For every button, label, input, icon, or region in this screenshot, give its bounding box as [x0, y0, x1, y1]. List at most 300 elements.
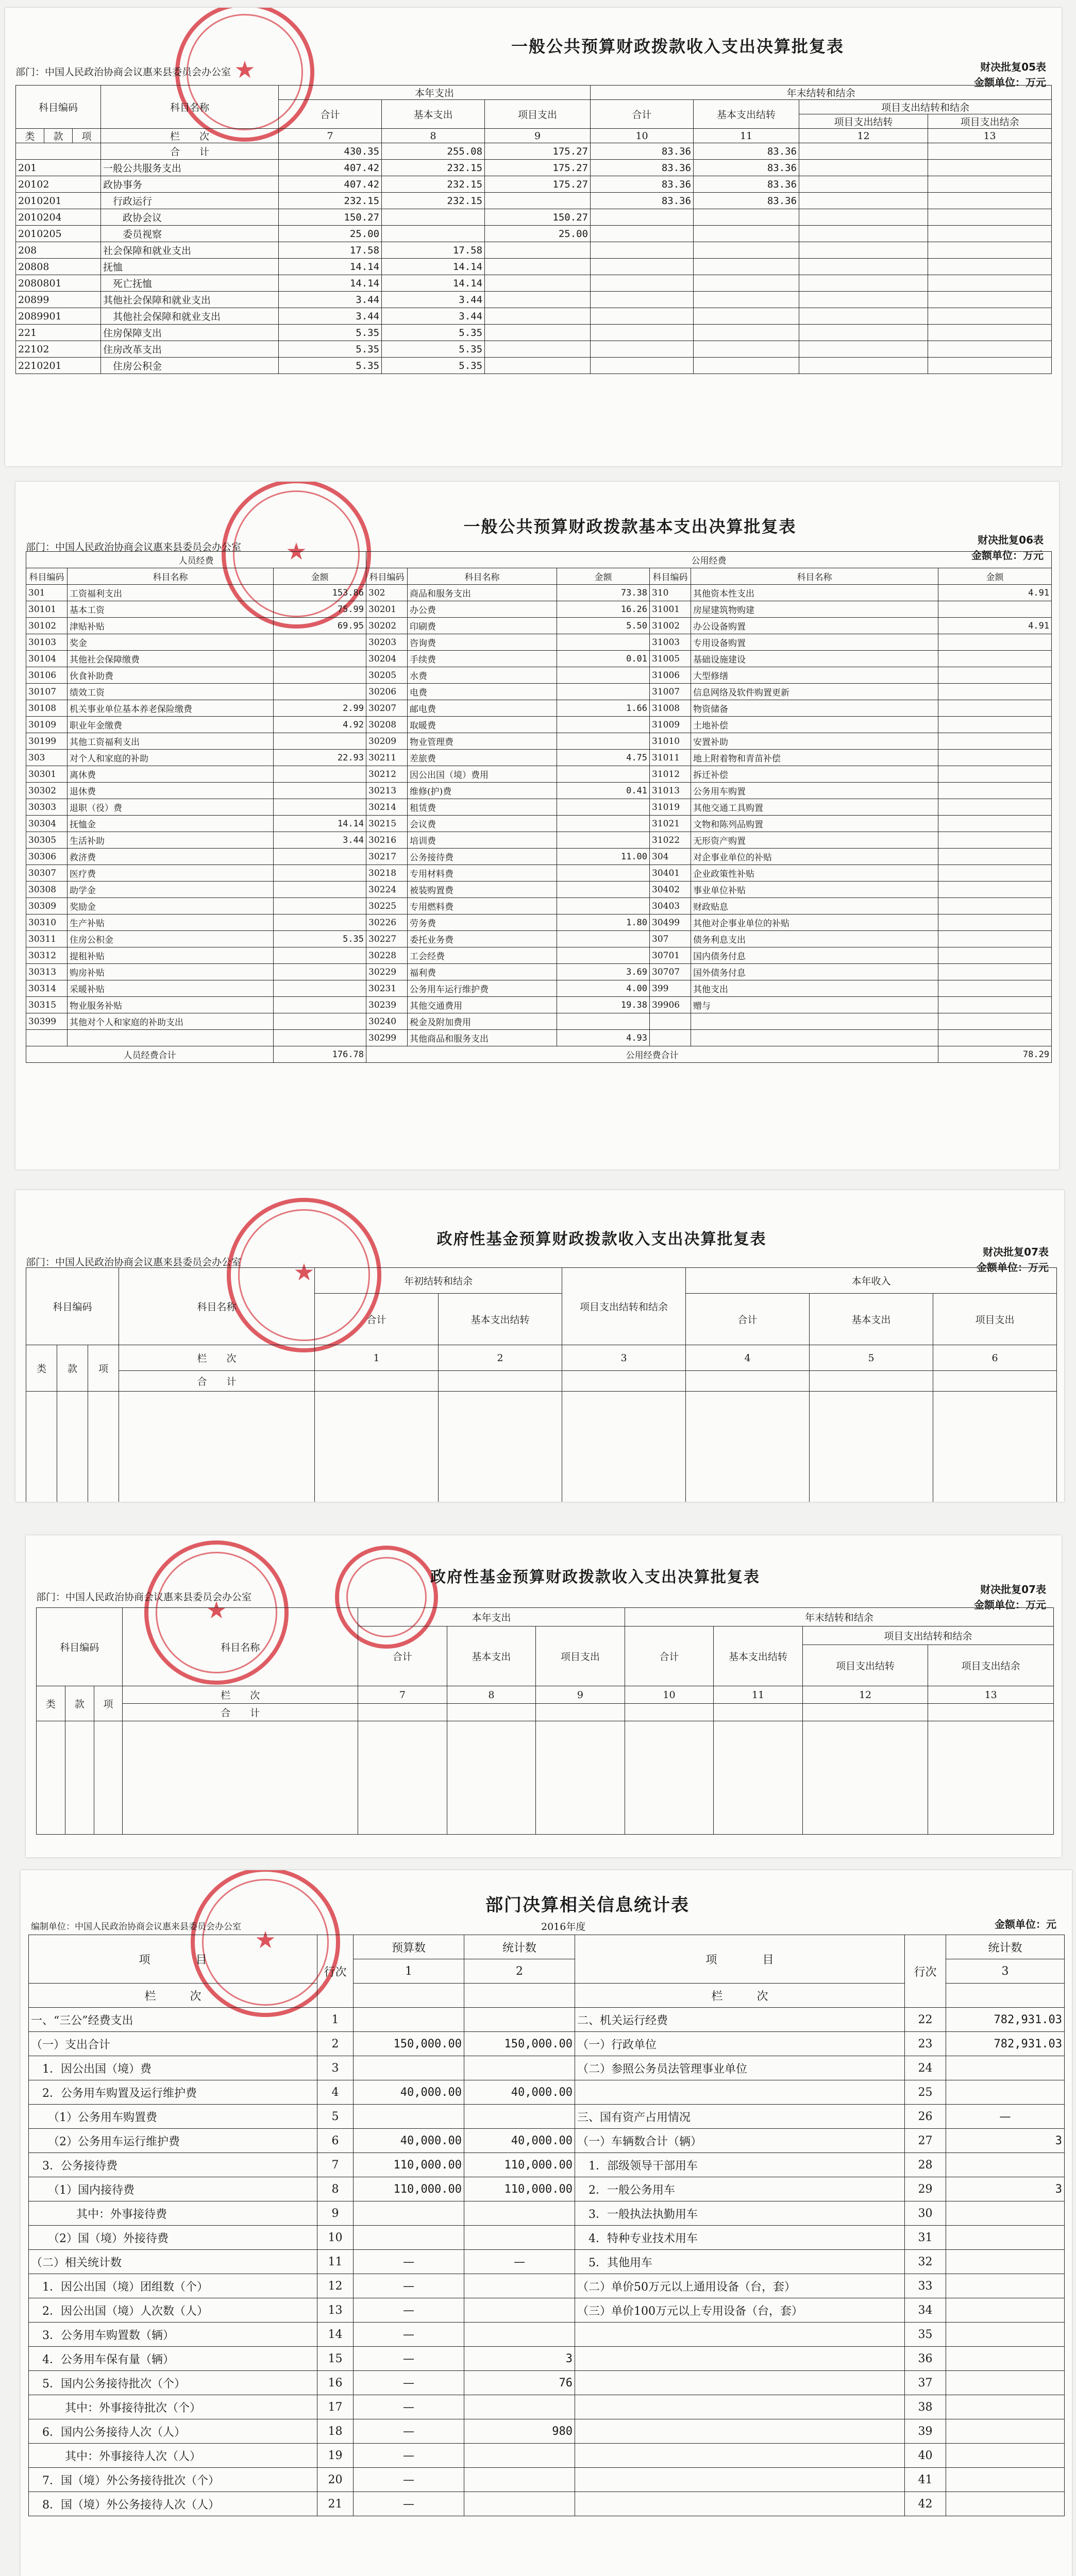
row-amount [938, 799, 1052, 816]
table-row [26, 684, 1052, 700]
left-budget [354, 2056, 464, 2080]
header-total-2: 合计 [591, 100, 694, 129]
left-budget [354, 2201, 464, 2226]
left-line: 11 [317, 2250, 354, 2274]
row-value [694, 209, 799, 226]
row-code: 31011 [650, 750, 691, 766]
row-code: 2210201 [16, 358, 101, 374]
row-name: 物资储备 [691, 700, 938, 717]
row-name: 公务用车运行维护费 [408, 980, 557, 997]
row-name: 债务利息支出 [691, 931, 938, 947]
row-value [694, 292, 799, 308]
row-value: 3.44 [382, 308, 485, 325]
table-row [26, 585, 1052, 601]
row-amount [557, 684, 650, 700]
row-name: 津贴补贴 [68, 618, 274, 634]
row-name: 其他支出 [691, 980, 938, 997]
row-code: 31021 [650, 816, 691, 832]
table-row [29, 2250, 1065, 2274]
row-name: 因公出国（境）费用 [408, 766, 557, 783]
left-item: 2．因公出国（境）人次数（人） [29, 2298, 317, 2323]
row-amount: 4.93 [557, 1030, 650, 1046]
header-current-income: 本年收入 [686, 1268, 1057, 1294]
left-line: 5 [317, 2105, 354, 2129]
row-amount [274, 849, 366, 865]
sheet-title: 一般公共预算财政拨款基本支出决算批复表 [463, 517, 797, 536]
form-code: 财决批复05表 [980, 61, 1046, 73]
row-name: 其他对个人和家庭的补助支出 [68, 1013, 274, 1030]
row-value: 232.15 [382, 160, 485, 176]
row-amount [274, 1013, 366, 1030]
row-name: 其他社会保障和就业支出 [101, 308, 279, 325]
row-name: 赠与 [691, 997, 938, 1013]
row-name: 土地补偿 [691, 717, 938, 733]
left-stat [464, 2274, 575, 2298]
left-item: 其中：外事接待费 [29, 2201, 317, 2226]
row-code: 30308 [26, 882, 68, 898]
public-total-value: 78.29 [938, 1046, 1052, 1063]
header-public: 公用经费 [366, 552, 1052, 568]
row-value: 255.08 [382, 143, 485, 160]
row-value [591, 242, 694, 259]
row-amount [938, 980, 1052, 997]
row-value [382, 226, 485, 242]
row-name: 企业政策性补贴 [691, 865, 938, 882]
left-stat: 110,000.00 [464, 2177, 575, 2201]
row-code: 2010204 [16, 209, 101, 226]
row-value: 83.36 [591, 193, 694, 209]
left-budget: 150,000.00 [354, 2032, 464, 2056]
row-code: 30206 [366, 684, 408, 700]
header-line-right: 行次 [905, 1935, 946, 2008]
row-code: 31013 [650, 783, 691, 799]
row-code: 30215 [366, 816, 408, 832]
row-code: 30209 [366, 733, 408, 750]
left-item: 3．公务接待费 [29, 2153, 317, 2177]
right-line: 42 [905, 2492, 946, 2516]
right-line: 29 [905, 2177, 946, 2201]
right-item: 三、国有资产占用情况 [575, 2105, 905, 2129]
row-name: 税金及附加费用 [408, 1013, 557, 1030]
row-code: 208 [16, 242, 101, 259]
row-value [694, 325, 799, 341]
left-item: 7．国（境）外公务接待批次（个） [29, 2468, 317, 2492]
row-name: 伙食补助费 [68, 667, 274, 684]
row-code: 31010 [650, 733, 691, 750]
row-code: 31002 [650, 618, 691, 634]
right-stat [946, 2080, 1065, 2105]
fund-expense-table: 科目编码 科目名称 本年支出 年末结转和结余 合计 基本支出 项目支出 合计 基本支出结转 项目支出结转和结余 项目支出结转 项目支出结余 类 款 项 栏 次 7 8 9 10 11 12 13 合 计 [36, 1607, 1054, 1835]
row-value: 232.15 [382, 176, 485, 193]
left-budget: 40,000.00 [354, 2129, 464, 2153]
row-amount [938, 684, 1052, 700]
row-name: 其他工资福利支出 [68, 733, 274, 750]
row-code: 30218 [366, 865, 408, 882]
row-amount [274, 733, 366, 750]
row-value [799, 242, 928, 259]
row-code: 30304 [26, 816, 68, 832]
row-amount: 3.44 [274, 832, 366, 849]
row-name: 水费 [408, 667, 557, 684]
row-amount: 4.91 [938, 618, 1052, 634]
row-code: 30202 [366, 618, 408, 634]
left-item: 5．国内公务接待批次（个） [29, 2371, 317, 2395]
table-row [29, 2274, 1065, 2298]
row-value [799, 176, 928, 193]
sheet-title: 部门决算相关信息统计表 [485, 1895, 690, 1916]
row-amount [938, 997, 1052, 1013]
right-line: 23 [905, 2032, 946, 2056]
amount-unit: 金额单位：万元 [977, 1261, 1049, 1274]
right-item [575, 2492, 905, 2516]
amount-unit: 金额单位：万元 [971, 549, 1044, 562]
row-value: 232.15 [279, 193, 382, 209]
row-code: 30228 [366, 947, 408, 964]
row-value [928, 292, 1052, 308]
row-code: 31012 [650, 766, 691, 783]
row-value: 17.58 [382, 242, 485, 259]
row-code: 30499 [650, 914, 691, 931]
header-year-end-balance: 年末结转和结余 [591, 86, 1052, 100]
row-amount [274, 865, 366, 882]
row-amount [938, 783, 1052, 799]
right-stat [946, 2250, 1065, 2274]
sheet-title: 政府性基金预算财政拨款收入支出决算批复表 [430, 1568, 760, 1586]
row-name: 委员视察 [101, 226, 279, 242]
row-name: 离休费 [68, 766, 274, 783]
row-code: 30107 [26, 684, 68, 700]
header-project-balance: 项目支出结转和结余 [562, 1268, 686, 1345]
row-name: 职业年金缴费 [68, 717, 274, 733]
table-row [16, 308, 1052, 325]
table-row [26, 964, 1052, 980]
right-stat [946, 2298, 1065, 2323]
left-line: 21 [317, 2492, 354, 2516]
table-row [26, 667, 1052, 684]
header-stat-right: 统计数 [946, 1935, 1065, 1959]
header-basic-carryover: 基本支出结转 [694, 100, 799, 129]
right-line: 24 [905, 2056, 946, 2080]
row-name: 专用材料费 [408, 865, 557, 882]
department-label: 部门：中国人民政治协商会议惠来县委员会办公室 [26, 1257, 242, 1268]
right-item: （二）参照公务员法管理事业单位 [575, 2056, 905, 2080]
amount-unit: 金额单位：万元 [974, 1599, 1046, 1611]
row-value [928, 259, 1052, 275]
left-stat: 150,000.00 [464, 2032, 575, 2056]
row-code: 30213 [366, 783, 408, 799]
header-item-left: 项 目 [29, 1935, 317, 1984]
row-amount [274, 997, 366, 1013]
row-amount [938, 898, 1052, 914]
row-amount [938, 849, 1052, 865]
row-value: 14.14 [279, 275, 382, 292]
table-row [29, 2419, 1065, 2444]
row-name: 办公费 [408, 601, 557, 618]
row-code: 31006 [650, 667, 691, 684]
right-item: 3．一般执法执勤用车 [575, 2201, 905, 2226]
left-stat [464, 2201, 575, 2226]
table-row [26, 816, 1052, 832]
row-name: 公务接待费 [408, 849, 557, 865]
row-amount [938, 601, 1052, 618]
right-line: 39 [905, 2419, 946, 2444]
row-name: 无形资产购置 [691, 832, 938, 849]
row-name: 抚恤 [101, 259, 279, 275]
row-name: 采暖补贴 [68, 980, 274, 997]
row-code: 30199 [26, 733, 68, 750]
row-amount [938, 1013, 1052, 1030]
row-code: 30310 [26, 914, 68, 931]
row-name: 其他商品和服务支出 [408, 1030, 557, 1046]
table-row [26, 980, 1052, 997]
row-code: 30227 [366, 931, 408, 947]
row-value [694, 226, 799, 242]
row-value: 232.15 [382, 193, 485, 209]
row-name: 助学金 [68, 882, 274, 898]
row-amount [938, 914, 1052, 931]
left-line: 19 [317, 2444, 354, 2468]
row-name: 绩效工资 [68, 684, 274, 700]
row-value: 25.00 [485, 226, 591, 242]
left-item: 8．国（境）外公务接待人次（人） [29, 2492, 317, 2516]
header-project-balance: 项目支出结转和结余 [799, 100, 1052, 114]
right-item: （三）单价100万元以上专用设备（台，套） [575, 2298, 905, 2323]
row-amount: 4.75 [557, 750, 650, 766]
table-row [26, 914, 1052, 931]
row-code: 30231 [366, 980, 408, 997]
left-item: 一、“三公”经费支出 [29, 2008, 317, 2032]
right-item: 5．其他用车 [575, 2250, 905, 2274]
right-item [575, 2419, 905, 2444]
right-item: 2．一般公务用车 [575, 2177, 905, 2201]
left-item: 3．公务用车购置数（辆） [29, 2323, 317, 2347]
left-stat [464, 2056, 575, 2080]
right-item [575, 2444, 905, 2468]
right-line: 40 [905, 2444, 946, 2468]
left-stat [464, 2468, 575, 2492]
table-row [29, 2395, 1065, 2419]
left-item: （2）公务用车运行维护费 [29, 2129, 317, 2153]
left-line: 2 [317, 2032, 354, 2056]
official-seal-stamp: ★ [191, 1870, 340, 2017]
table-row [16, 275, 1052, 292]
row-amount [557, 931, 650, 947]
row-amount: 1.66 [557, 700, 650, 717]
row-code: 30707 [650, 964, 691, 980]
row-name: 奖金 [68, 634, 274, 651]
row-value: 430.35 [279, 143, 382, 160]
row-name: 专用设备购置 [691, 634, 938, 651]
right-stat [946, 2226, 1065, 2250]
row-amount: 14.14 [274, 816, 366, 832]
table-row [29, 2056, 1065, 2080]
row-name: 房屋建筑物购建 [691, 601, 938, 618]
row-value [928, 160, 1052, 176]
table-row [29, 2129, 1065, 2153]
table-row [26, 651, 1052, 667]
row-amount [274, 980, 366, 997]
row-amount [557, 898, 650, 914]
row-value [799, 292, 928, 308]
right-line: 22 [905, 2008, 946, 2032]
left-budget: 40,000.00 [354, 2080, 464, 2105]
row-code: 30229 [366, 964, 408, 980]
header-xiang: 项 [73, 129, 101, 143]
table-row [29, 2323, 1065, 2347]
left-budget [354, 2226, 464, 2250]
row-name: 咨询费 [408, 634, 557, 651]
table-row [29, 2444, 1065, 2468]
right-stat [946, 2323, 1065, 2347]
row-name: 地上附着物和青苗补偿 [691, 750, 938, 766]
left-line: 6 [317, 2129, 354, 2153]
left-stat: — [464, 2250, 575, 2274]
right-stat [946, 2444, 1065, 2468]
left-budget: — [354, 2468, 464, 2492]
right-line: 26 [905, 2105, 946, 2129]
row-value [485, 275, 591, 292]
row-code: 20808 [16, 259, 101, 275]
row-value: 14.14 [382, 259, 485, 275]
row-value [485, 242, 591, 259]
row-name: 公务用车购置 [691, 783, 938, 799]
row-value: 83.36 [694, 176, 799, 193]
table-row [26, 898, 1052, 914]
right-line: 36 [905, 2347, 946, 2371]
form-code: 财决批复06表 [978, 534, 1044, 546]
row-code [16, 143, 101, 160]
right-stat: 782,931.03 [946, 2008, 1065, 2032]
row-name [691, 1013, 938, 1030]
row-name: 会议费 [408, 816, 557, 832]
row-name [691, 1030, 938, 1046]
row-name: 基本工资 [68, 601, 274, 618]
header-lei: 类 [16, 129, 44, 143]
row-name: 退职（役）费 [68, 799, 274, 816]
row-code: 31001 [650, 601, 691, 618]
row-code: 30217 [366, 849, 408, 865]
row-value [591, 209, 694, 226]
row-amount: 4.92 [274, 717, 366, 733]
row-amount [938, 1030, 1052, 1046]
row-code: 30224 [366, 882, 408, 898]
row-code: 399 [650, 980, 691, 997]
row-code: 30311 [26, 931, 68, 947]
row-amount [938, 964, 1052, 980]
row-name: 财政贴息 [691, 898, 938, 914]
row-value: 5.35 [382, 325, 485, 341]
row-value: 150.27 [279, 209, 382, 226]
right-item [575, 2468, 905, 2492]
row-code: 30216 [366, 832, 408, 849]
row-code: 30299 [366, 1030, 408, 1046]
table-row [26, 799, 1052, 816]
form-code: 财决批复07表 [980, 1583, 1046, 1596]
left-budget: 110,000.00 [354, 2153, 464, 2177]
header-begin-balance: 年初结转和结余 [315, 1268, 562, 1294]
row-code: 31003 [650, 634, 691, 651]
table-row [26, 1030, 1052, 1046]
row-code [650, 1030, 691, 1046]
row-name: 其他社会保障和就业支出 [101, 292, 279, 308]
row-name: 机关事业单位基本养老保险缴费 [68, 700, 274, 717]
row-value: 407.42 [279, 176, 382, 193]
row-name: 一般公共服务支出 [101, 160, 279, 176]
row-code: 301 [26, 585, 68, 601]
left-stat: 40,000.00 [464, 2080, 575, 2105]
row-code: 302 [366, 585, 408, 601]
table-row [26, 750, 1052, 766]
row-name: 差旅费 [408, 750, 557, 766]
row-name: 退休费 [68, 783, 274, 799]
left-line: 7 [317, 2153, 354, 2177]
table-row [26, 601, 1052, 618]
row-amount: 153.86 [274, 585, 366, 601]
right-item: 二、机关运行经费 [575, 2008, 905, 2032]
table-row [29, 2298, 1065, 2323]
right-line: 31 [905, 2226, 946, 2250]
row-amount: 5.50 [557, 618, 650, 634]
right-line: 37 [905, 2371, 946, 2395]
row-code: 30214 [366, 799, 408, 816]
row-name: 安置补助 [691, 733, 938, 750]
row-name: 办公设备购置 [691, 618, 938, 634]
row-value [799, 193, 928, 209]
row-name: 被装购置费 [408, 882, 557, 898]
row-value [382, 209, 485, 226]
row-amount [938, 865, 1052, 882]
left-item: 1．因公出国（境）费 [29, 2056, 317, 2080]
row-value [799, 275, 928, 292]
row-amount [557, 947, 650, 964]
left-item: 1．因公出国（境）团组数（个） [29, 2274, 317, 2298]
right-stat [946, 2371, 1065, 2395]
right-line: 27 [905, 2129, 946, 2153]
row-code: 30307 [26, 865, 68, 882]
row-name: 取暖费 [408, 717, 557, 733]
row-name: 奖励金 [68, 898, 274, 914]
left-budget [354, 2105, 464, 2129]
row-amount [274, 799, 366, 816]
sheet-05-public-budget-income-expense [5, 8, 1062, 466]
row-value [591, 325, 694, 341]
row-amount: 16.26 [557, 601, 650, 618]
row-amount: 69.95 [274, 618, 366, 634]
row-code: 30208 [366, 717, 408, 733]
row-name: 专用燃料费 [408, 898, 557, 914]
row-code: 30212 [366, 766, 408, 783]
row-value: 175.27 [485, 176, 591, 193]
sheet-title: 政府性基金预算财政拨款收入支出决算批复表 [436, 1230, 767, 1248]
row-amount [557, 799, 650, 816]
left-stat: 40,000.00 [464, 2129, 575, 2153]
table-row [16, 193, 1052, 209]
row-name: 对企事业单位的补贴 [691, 849, 938, 865]
left-stat: 110,000.00 [464, 2153, 575, 2177]
department-label: 部门：中国人民政治协商会议惠来县委员会办公室 [36, 1591, 252, 1603]
left-stat: 3 [464, 2347, 575, 2371]
row-amount: 73.38 [557, 585, 650, 601]
row-name: 劳务费 [408, 914, 557, 931]
row-name: 住房公积金 [68, 931, 274, 947]
row-value [928, 143, 1052, 160]
left-stat: 76 [464, 2371, 575, 2395]
table-row [26, 717, 1052, 733]
left-budget: — [354, 2250, 464, 2274]
row-value: 150.27 [485, 209, 591, 226]
right-line: 25 [905, 2080, 946, 2105]
row-code: 30203 [366, 634, 408, 651]
